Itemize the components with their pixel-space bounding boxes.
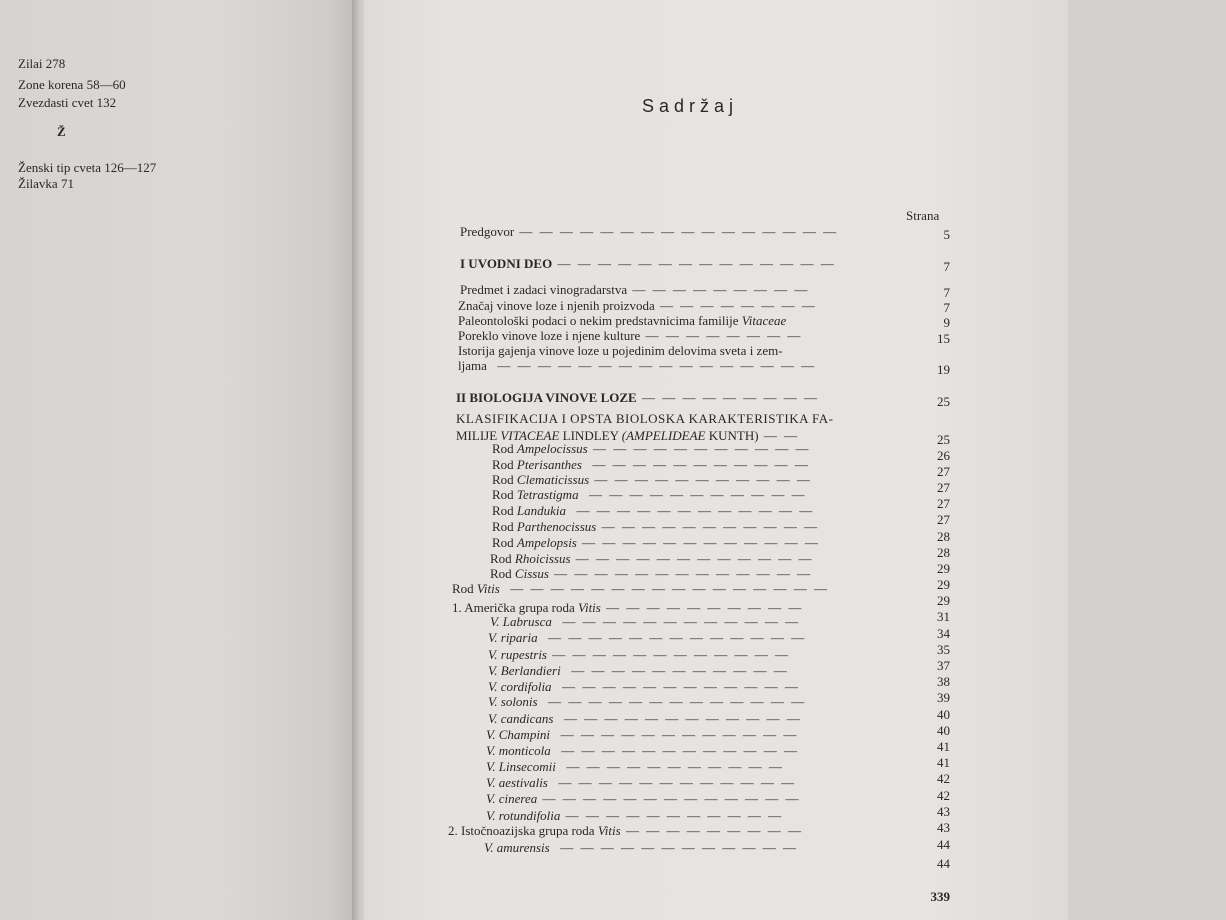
toc-page-number: 41 [937, 739, 950, 754]
toc-entry: Rod Landukia — — — — — — — — — — — — [492, 503, 815, 518]
toc-entry: ljama — — — — — — — — — — — — — — — — [458, 358, 817, 373]
index-entry: Zilai 278 [18, 56, 66, 71]
toc-entry: V. rotundifolia — — — — — — — — — — — [486, 808, 784, 823]
toc-entry: Značaj vinove loze i njenih proizvoda — — — — — — — — [458, 298, 817, 313]
toc-page-number: 44 [937, 856, 950, 871]
page-number: 339 [930, 889, 950, 904]
toc-entry: V. aestivalis — — — — — — — — — — — — [486, 775, 797, 790]
toc-page-number: 26 [937, 448, 950, 463]
toc-entry: Istorija gajenja vinove loze u pojedinim delovima sveta i zem- [458, 343, 783, 358]
toc-page-number: 29 [937, 577, 950, 592]
page-title: Sadržaj [642, 96, 739, 116]
toc-page-number: 38 [937, 674, 950, 689]
toc-page-number: 40 [937, 723, 950, 738]
toc-entry: Rod Parthenocissus — — — — — — — — — — — [492, 519, 820, 534]
toc-page-number: 9 [943, 315, 950, 330]
toc-entry: Rod Rhoicissus — — — — — — — — — — — — [490, 551, 814, 566]
toc-entry: V. cordifolia — — — — — — — — — — — — [488, 679, 800, 694]
index-section-letter: Ž [57, 124, 66, 139]
toc-page-number: 29 [937, 561, 950, 576]
toc-entry: Rod Clematicissus — — — — — — — — — — — [492, 472, 812, 487]
toc-page-number: 28 [937, 529, 950, 544]
toc-entry: V. Berlandieri — — — — — — — — — — — [488, 663, 789, 678]
toc-entry: MILIJE VITACEAE LINDLEY (AMPELIDEAE KUNTH) — — [456, 428, 800, 443]
index-entry: Žilavka 71 [18, 176, 74, 191]
toc-entry: V. candicans — — — — — — — — — — — — [488, 711, 802, 726]
desk-background [1068, 0, 1226, 920]
toc-page-number: 7 [943, 300, 950, 315]
toc-entry: Predgovor — — — — — — — — — — — — — — — — [460, 224, 839, 239]
toc-entry: Paleontološki podaci o nekim predstavnicima familije Vitaceae [458, 313, 787, 328]
toc-page-number: 25 [937, 394, 950, 409]
toc-entry: V. riparia — — — — — — — — — — — — — [488, 630, 807, 645]
toc-entry: V. Linsecomii — — — — — — — — — — — [486, 759, 784, 774]
toc-page-number: 43 [937, 804, 950, 819]
toc-section-heading: II BIOLOGIJA VINOVE LOZE — — — — — — — — — [456, 390, 819, 405]
toc-entry: V. solonis — — — — — — — — — — — — — [488, 694, 807, 709]
toc-section-heading: I UVODNI DEO — — — — — — — — — — — — — — [460, 256, 836, 271]
toc-entry: V. rupestris — — — — — — — — — — — — [488, 647, 790, 662]
toc-page-number: 28 [937, 545, 950, 560]
index-entry: Ženski tip cveta 126—127 [18, 160, 157, 175]
toc-page-number: 39 [937, 690, 950, 705]
toc-entry: Rod Ampelocissus — — — — — — — — — — — [492, 441, 811, 456]
toc-page-number: 43 [937, 820, 950, 835]
toc-page-number: 29 [937, 593, 950, 608]
toc-page-number: 27 [937, 496, 950, 511]
toc-page-number: 37 [937, 658, 950, 673]
toc-entry: V. Champini — — — — — — — — — — — — [486, 727, 799, 742]
toc-page-number: 25 [937, 432, 950, 447]
index-entry: Zone korena 58—60 [18, 77, 126, 92]
toc-page-number: 42 [937, 788, 950, 803]
toc-entry: Rod Vitis — — — — — — — — — — — — — — — — [452, 581, 830, 596]
toc-entry: 2. Istočnoazijska grupa roda Vitis — — — — — — — — — [448, 823, 803, 838]
toc-page-number: 34 [937, 626, 950, 641]
toc-page-number: 27 [937, 464, 950, 479]
toc-entry: KLASIFIKACIJA I OPSTA BIOLOSKA KARAKTERISTIKA FA- [456, 411, 834, 426]
toc-entry: Predmet i zadaci vinogradarstva — — — — — — — — — [460, 282, 810, 297]
toc-page-number: 7 [943, 259, 950, 274]
page-column-label: Strana [906, 208, 940, 223]
toc-page-number: 31 [937, 609, 950, 624]
toc-entry: Rod Tetrastigma — — — — — — — — — — — [492, 487, 807, 502]
toc-page-number: 27 [937, 480, 950, 495]
toc-page-number: 7 [943, 285, 950, 300]
index-entry: Zvezdasti cvet 132 [18, 95, 117, 110]
toc-entry: V. amurensis — — — — — — — — — — — — [484, 840, 798, 855]
toc-entry: Poreklo vinove loze i njene kulture — — — — — — — — [458, 328, 803, 343]
toc-page-number: 44 [937, 837, 950, 852]
toc-page-number: 15 [937, 331, 950, 346]
toc-entry: V. Labrusca — — — — — — — — — — — — [490, 614, 801, 629]
left-page [0, 0, 358, 920]
toc-page-number: 19 [937, 362, 950, 377]
toc-entry: V. monticola — — — — — — — — — — — — [486, 743, 800, 758]
toc-page-number: 5 [943, 227, 950, 242]
toc-page-number: 27 [937, 512, 950, 527]
toc-page-number: 35 [937, 642, 950, 657]
toc-page-number: 42 [937, 771, 950, 786]
toc-page-number: 40 [937, 707, 950, 722]
toc-entry: 1. Američka grupa roda Vitis — — — — — — — — — — [452, 600, 804, 615]
toc-entry: Rod Ampelopsis — — — — — — — — — — — — [492, 535, 820, 550]
toc-entry: V. cinerea — — — — — — — — — — — — — [486, 791, 801, 806]
toc-entry: Rod Cissus — — — — — — — — — — — — — [490, 566, 813, 581]
toc-page-number: 41 [937, 755, 950, 770]
toc-entry: Rod Pterisanthes — — — — — — — — — — — [492, 457, 810, 472]
